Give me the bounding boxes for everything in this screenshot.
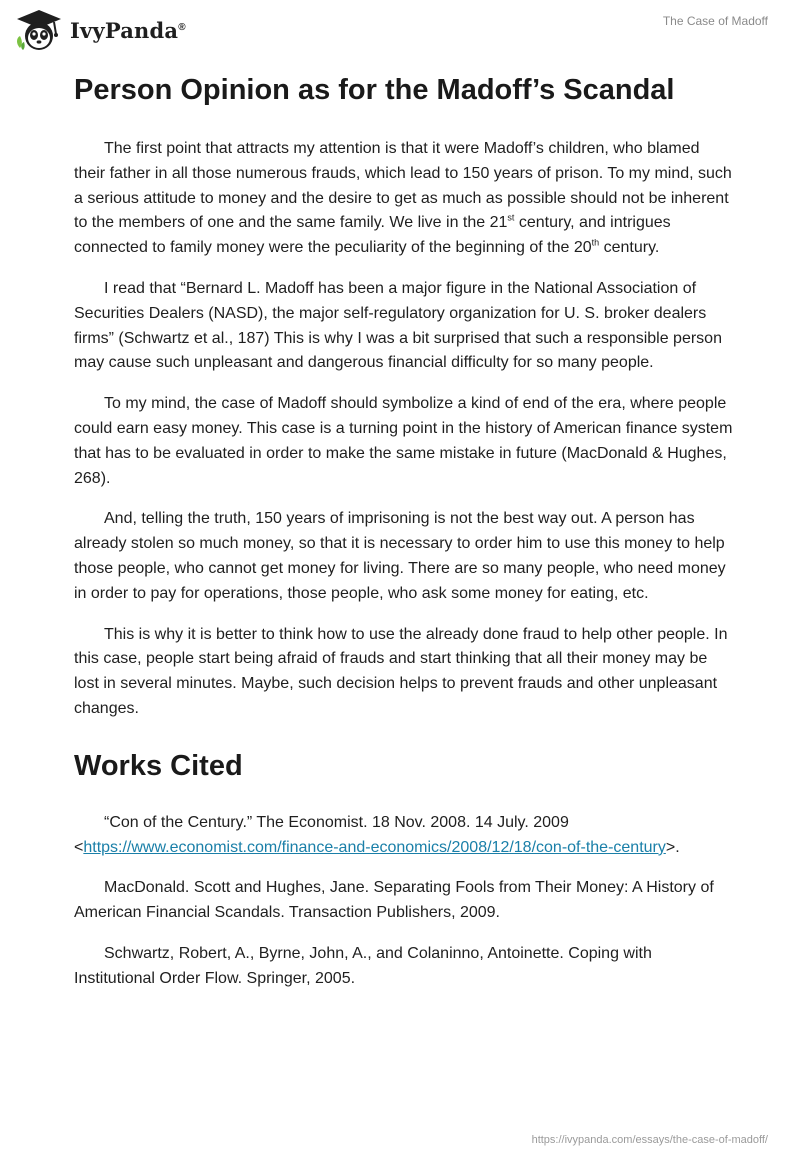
registered-mark: ® — [178, 21, 186, 33]
citation-1-end: >. — [665, 838, 680, 856]
panda-graduate-icon — [14, 8, 64, 52]
ivypanda-logo[interactable] — [14, 8, 186, 52]
section-heading: Person Opinion as for the Madoff’s Scandal — [74, 74, 675, 106]
citation-3: Schwartz, Robert, A., Byrne, John, A., and Colaninno, Antoinette. Coping with Institutional Order Flow. Springer, 2005. — [74, 944, 652, 987]
footer-source-url[interactable]: https://ivypanda.com/essays/the-case-of-madoff/ — [531, 1134, 768, 1146]
paragraph-1-text-c: century. — [599, 239, 660, 257]
works-cited-heading: Works Cited — [74, 749, 243, 782]
brand-name — [70, 18, 186, 43]
paragraph-1-text-b: century, and intrigues connected to family money were the peculiarity of the beginning of the 20 — [74, 214, 671, 257]
essay-content — [74, 72, 734, 1008]
citation-1 — [74, 811, 734, 861]
superscript-st: st — [507, 213, 515, 224]
superscript-th: th — [591, 237, 600, 248]
paragraph-3: To my mind, the case of Madoff should symbolize a kind of end of the era, where people could earn easy money. This case is a turning point in the history of American finance system that has to be evaluated in order to make the same mistake in future (MacDonald & Hughes, 268). — [74, 395, 733, 487]
citation-1-link[interactable]: https://www.economist.com/finance-and-economics/2008/12/18/con-of-the-century — [83, 838, 666, 856]
paragraph-5: This is why it is better to think how to use the already done fraud to help other people. In this case, people start being afraid of frauds and start thinking that all their money may be lost in several minutes. Maybe, such decision helps to prevent frauds and other unpleasant changes. — [74, 625, 728, 717]
paragraph-4: And, telling the truth, 150 years of imprisoning is not the best way out. A person has already stolen so much money, so that it is necessary to order him to use this money to help those people, who cannot get money for living. There are so many people, who need money in order to pay for operations, those people, who ask some money for eating, etc. — [74, 510, 726, 602]
brand-label: IvyPanda — [70, 17, 179, 43]
citation-1-text: “Con of the Century.” The Economist. 18 Nov. 2008. 14 July. 2009 < — [74, 813, 569, 856]
citation-2: MacDonald. Scott and Hughes, Jane. Separating Fools from Their Money: A History of American Financial Scandals. Transaction Publishers, 2009. — [74, 879, 714, 922]
document-title: The Case of Madoff — [662, 14, 768, 28]
paragraph-2: I read that “Bernard L. Madoff has been a major figure in the National Association of Securities Dealers (NASD), the major self-regulatory organization for U. S. broker dealers firms” (Schwartz et al., 187) This is why I was a bit surprised that such a responsible person may cause such unpleasant and dangerous financial difficulty for so many people. — [74, 279, 722, 372]
page-header — [0, 0, 800, 60]
paragraph-1-text-a: The first point that attracts my attention is that it were Madoff’s children, who blamed their father in all those numerous frauds, which lead to 150 years of prison. To my mind, such a serious attitude to money and the desire to get as much as possible should not be inherent to the members of one and the same family. We live in the 21 — [74, 140, 732, 232]
paragraph-1 — [74, 137, 734, 261]
